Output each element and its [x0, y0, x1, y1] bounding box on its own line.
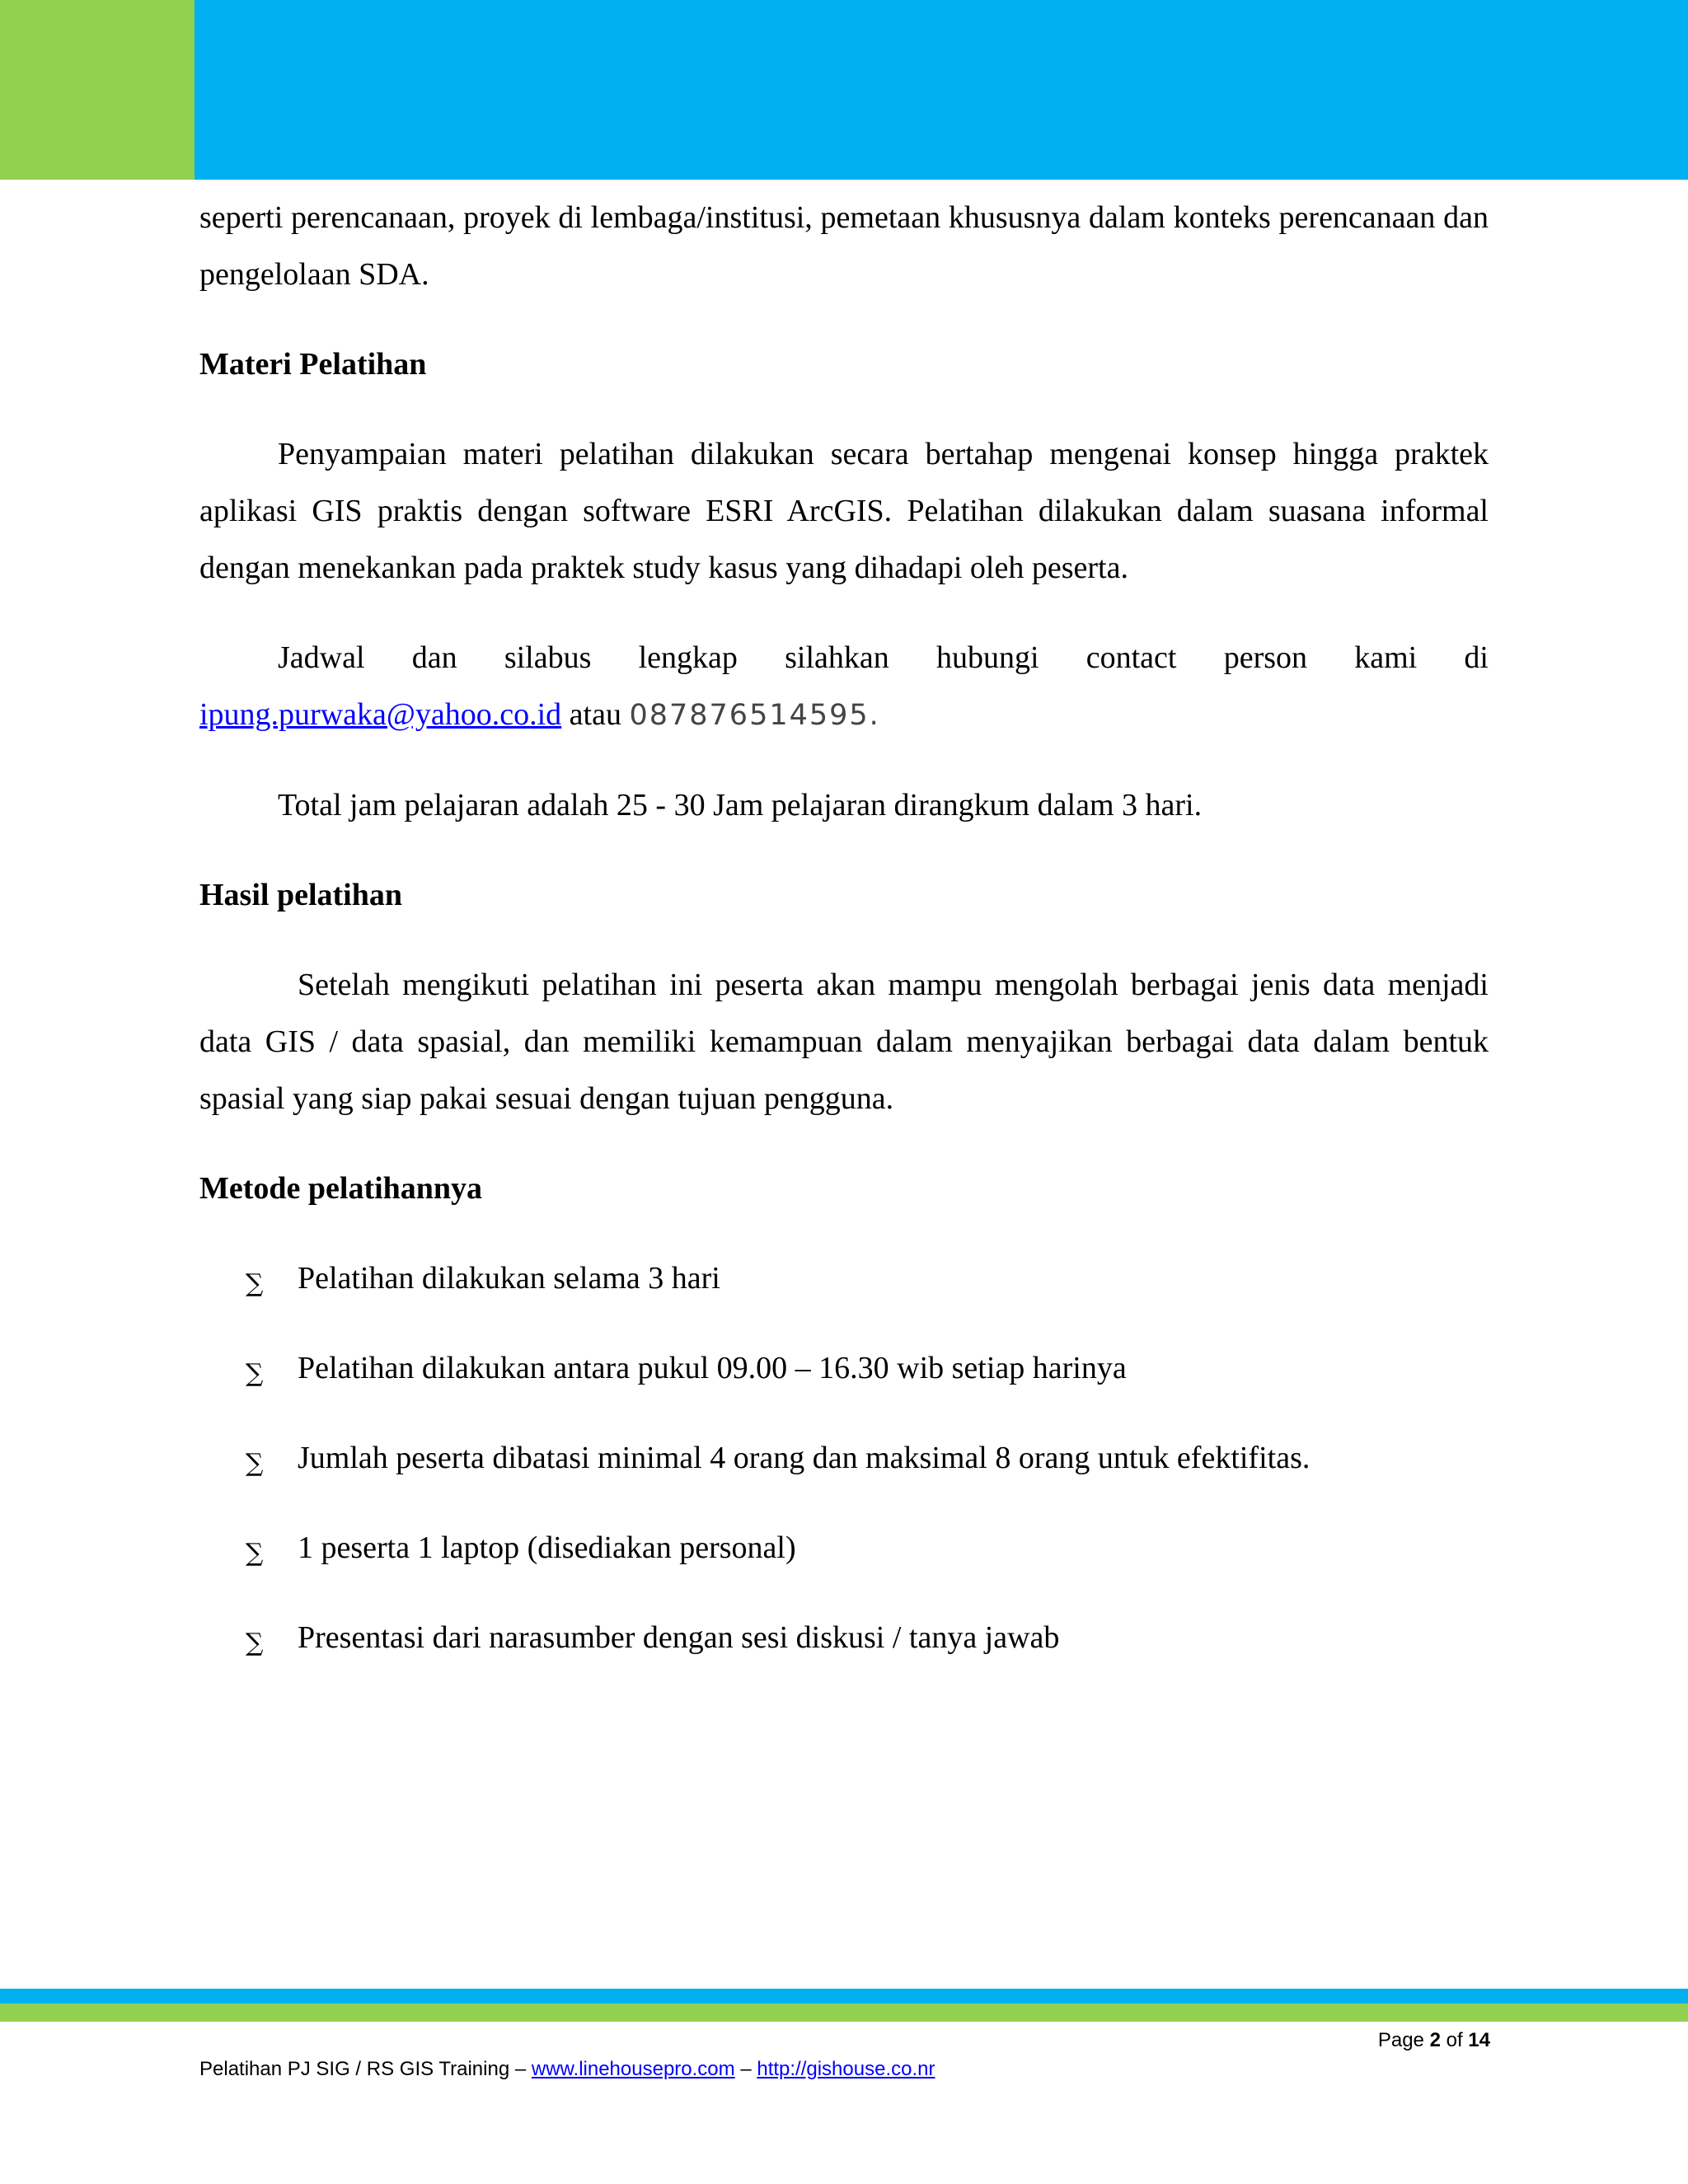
footer-link-linehousepro[interactable]: www.linehousepro.com: [531, 2058, 735, 2080]
document-body: [199, 190, 1489, 1699]
list-item-text: Pelatihan dilakukan antara pukul 09.00 – 16.30 wib setiap harinya: [298, 1351, 1127, 1385]
list-item: [199, 1610, 1489, 1666]
page-number: [1378, 2029, 1490, 2052]
header-band: [0, 0, 1688, 180]
footer-separator: –: [734, 2058, 757, 2080]
list-item: [199, 1520, 1489, 1577]
email-link[interactable]: ipung.purwaka@yahoo.co.id: [199, 697, 562, 732]
heading-hasil: Hasil pelatihan: [199, 878, 402, 912]
list-item-text: Pelatihan dilakukan selama 3 hari: [298, 1261, 720, 1296]
footer-blue-band: [0, 1989, 1688, 2004]
sigma-bullet-icon: ∑: [246, 1449, 264, 1478]
sigma-bullet-icon: ∑: [246, 1629, 264, 1657]
list-item: [199, 1340, 1489, 1397]
list-item-text: Jumlah peserta dibatasi minimal 4 orang dan maksimal 8 orang untuk efektifitas.: [298, 1441, 1311, 1475]
header-green-block: [0, 0, 195, 180]
footer-prefix: Pelatihan PJ SIG / RS GIS Training –: [199, 2058, 532, 2080]
sigma-bullet-icon: ∑: [246, 1359, 264, 1388]
contact-text: Jadwal dan silabus lengkap silahkan hubungi contact person kami di: [278, 640, 1489, 675]
sigma-bullet-icon: ∑: [246, 1539, 264, 1568]
intro-paragraph: seperti perencanaan, proyek di lembaga/institusi, pemetaan khususnya dalam konteks perencanaan dan pengelolaan SDA.: [199, 200, 1489, 292]
list-item-text: 1 peserta 1 laptop (disediakan personal): [298, 1530, 796, 1565]
heading-materi: Materi Pelatihan: [199, 347, 427, 382]
materi-paragraph-3: Total jam pelajaran adalah 25 - 30 Jam pelajaran dirangkum dalam 3 hari.: [278, 788, 1203, 823]
page-total: 14: [1468, 2029, 1490, 2051]
contact-or: atau: [561, 697, 630, 732]
list-item: [199, 1430, 1489, 1487]
materi-paragraph-1: Penyampaian materi pelatihan dilakukan secara bertahap mengenai konsep hingga praktek aplikasi GIS praktis dengan software ESRI ArcGIS. Pelatihan dilakukan dalam suasana informal dengan menekankan pada praktek study kasus yang dihadapi oleh peserta.: [199, 437, 1489, 585]
footer-text: [199, 2058, 935, 2081]
footer-link-gishouse[interactable]: http://gishouse.co.nr: [757, 2058, 935, 2080]
metode-list: [199, 1250, 1489, 1666]
materi-paragraph-2: [199, 630, 1489, 744]
page-of: of: [1446, 2029, 1463, 2051]
hasil-paragraph: Setelah mengikuti pelatihan ini peserta akan mampu mengolah berbagai jenis data menjadi data GIS / data spasial, dan memiliki kemampuan dalam menyajikan berbagai data dalam bentuk spasial yang siap pakai sesuai dengan tujuan pengguna.: [199, 968, 1489, 1116]
sigma-bullet-icon: ∑: [246, 1269, 264, 1298]
header-blue-block: [195, 0, 1688, 180]
heading-metode: Metode pelatihannya: [199, 1171, 483, 1206]
phone-number: 087876514595.: [629, 699, 880, 732]
footer-green-band: [0, 2004, 1688, 2022]
list-item: [199, 1250, 1489, 1307]
list-item-text: Presentasi dari narasumber dengan sesi diskusi / tanya jawab: [298, 1620, 1060, 1655]
page-current: 2: [1429, 2029, 1441, 2051]
page-label: Page: [1377, 2029, 1424, 2051]
